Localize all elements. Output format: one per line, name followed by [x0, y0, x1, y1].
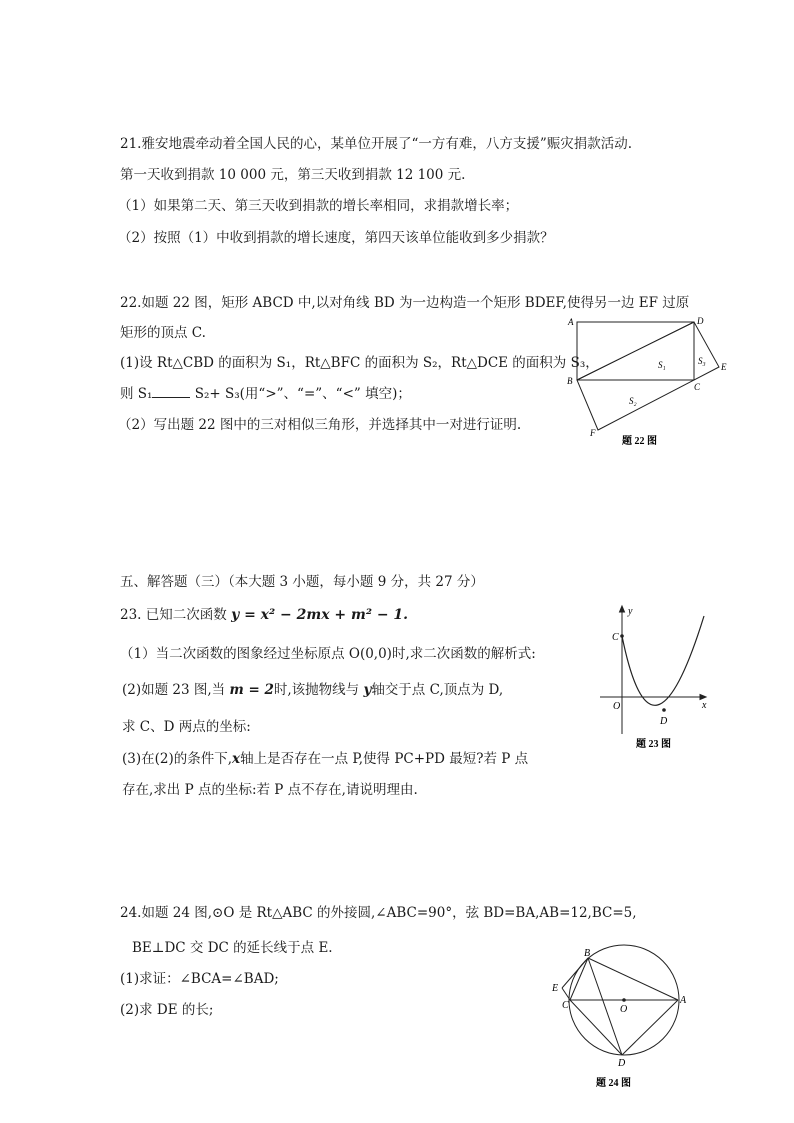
q24-line-3: (1)求证：∠BCA=∠BAD; [120, 971, 279, 987]
label-D: D [697, 316, 704, 326]
label-O: O [613, 701, 621, 712]
point-O [622, 998, 626, 1002]
q23-line-1-pre: 23. 已知二次函数 [120, 607, 232, 623]
label-S3: S₃ [698, 356, 706, 366]
label-x: x [702, 700, 707, 711]
q23-line-3-mid: 时,该抛物线与 [273, 682, 364, 698]
y-axis-arrow [620, 606, 625, 612]
label-C: C [562, 1000, 569, 1011]
q23-x-var: x [232, 751, 241, 767]
segment-DA [622, 1000, 678, 1055]
q23-line-5 [122, 750, 528, 768]
segment-CD [570, 1000, 622, 1055]
section-5-title: 五、解答题（三）（本大题 3 小题，每小题 9 分，共 27 分） [120, 574, 484, 590]
segment-EC [562, 988, 570, 1000]
point-C [620, 634, 624, 638]
answer-blank [152, 385, 190, 398]
q22-line-1: 22.如题 22 图，矩形 ABCD 中,以对角线 BD 为一边构造一个矩形 BDEF,使得另一边 EF 过原 [120, 295, 690, 311]
label-C: C [612, 632, 619, 643]
q23-y-var: y [363, 682, 372, 698]
label-F: F [590, 428, 596, 438]
q23-line-4: 求 C、D 两点的坐标: [122, 719, 251, 735]
q24-line-2: BE⊥DC 交 DC 的延长线于点 E. [132, 940, 333, 956]
segment-EB [562, 958, 588, 988]
q22-line-4-post: S₂+ S₃(用“>”、“=”、“<” 填空)； [190, 386, 411, 402]
q21-line-4: （2）按照（1）中收到捐款的增长速度，第四天该单位能收到多少捐款？ [118, 230, 554, 246]
q23-line-3 [122, 681, 503, 699]
label-y: y [628, 606, 633, 617]
figure-22-caption: 题 22 图 [622, 436, 657, 447]
q24-line-1: 24.如题 24 图,⊙O 是 Rt△ABC 的外接圆,∠ABC=90°，弦 BD=BA,AB=12,BC=5, [120, 905, 637, 921]
figure-24 [548, 944, 698, 1092]
label-D: D [618, 1058, 626, 1069]
label-B: B [567, 376, 573, 386]
q23-line-5-post: 轴上是否存在一点 P,使得 PC+PD 最短?若 P 点 [240, 751, 529, 767]
q23-formula: y = x² − 2mx + m² − 1. [231, 607, 409, 623]
x-axis-arrow [700, 695, 706, 700]
segment-BA [588, 958, 678, 1000]
figure-22 [562, 312, 742, 452]
q23-line-3-post: 轴交于点 C,顶点为 D, [371, 682, 504, 698]
q23-line-2: （1）当二次函数的图象经过坐标原点 O(0,0)时,求二次函数的解析式: [120, 646, 536, 662]
label-E: E [721, 362, 727, 372]
q21-line-2: 第一天收到捐款 10 000 元，第三天收到捐款 12 100 元. [120, 167, 466, 183]
label-B: B [584, 948, 591, 959]
label-A: A [568, 317, 574, 327]
q21-line-3: （1）如果第二天、第三天收到捐款的增长率相同，求捐款增长率； [118, 198, 519, 214]
q23-m-value: m = 2 [229, 682, 274, 698]
segment-BD [588, 958, 622, 1055]
q23-line-5-pre: (3)在(2)的条件下, [122, 751, 233, 767]
label-E: E [552, 983, 559, 994]
q22-line-3: (1)设 Rt△CBD 的面积为 S₁，Rt△BFC 的面积为 S₂，Rt△DCE 的面积为 S₃， [120, 355, 599, 371]
label-D: D [660, 716, 668, 727]
q22-line-4 [120, 385, 411, 403]
q23-line-6: 存在,求出 P 点的坐标:若 P 点不存在,请说明理由. [122, 782, 418, 798]
figure-23-caption: 题 23 图 [636, 739, 671, 750]
q24-line-4: (2)求 DE 的长; [120, 1002, 214, 1018]
rectangle-bdef [577, 322, 719, 430]
figure-23 [596, 604, 720, 754]
parabola-curve [622, 616, 704, 705]
label-C: C [694, 382, 701, 392]
q23-line-1 [120, 606, 408, 624]
label-O: O [620, 1004, 628, 1015]
label-S2: S₂ [629, 396, 637, 406]
label-A: A [680, 995, 687, 1006]
q23-line-3-pre: (2)如题 23 图,当 [122, 682, 230, 698]
q22-line-4-pre: 则 S₁ [120, 386, 153, 402]
q22-line-2: 矩形的顶点 C. [120, 325, 206, 341]
q21-line-1: 21.雅安地震牵动着全国人民的心，某单位开展了“一方有难，八方支援”赈灾捐款活动. [120, 136, 633, 152]
point-D [662, 708, 666, 712]
label-S1: S₁ [658, 360, 666, 370]
figure-24-caption: 题 24 图 [596, 1078, 631, 1089]
q22-line-5: （2）写出题 22 图中的三对相似三角形，并选择其中一对进行证明. [118, 417, 522, 433]
